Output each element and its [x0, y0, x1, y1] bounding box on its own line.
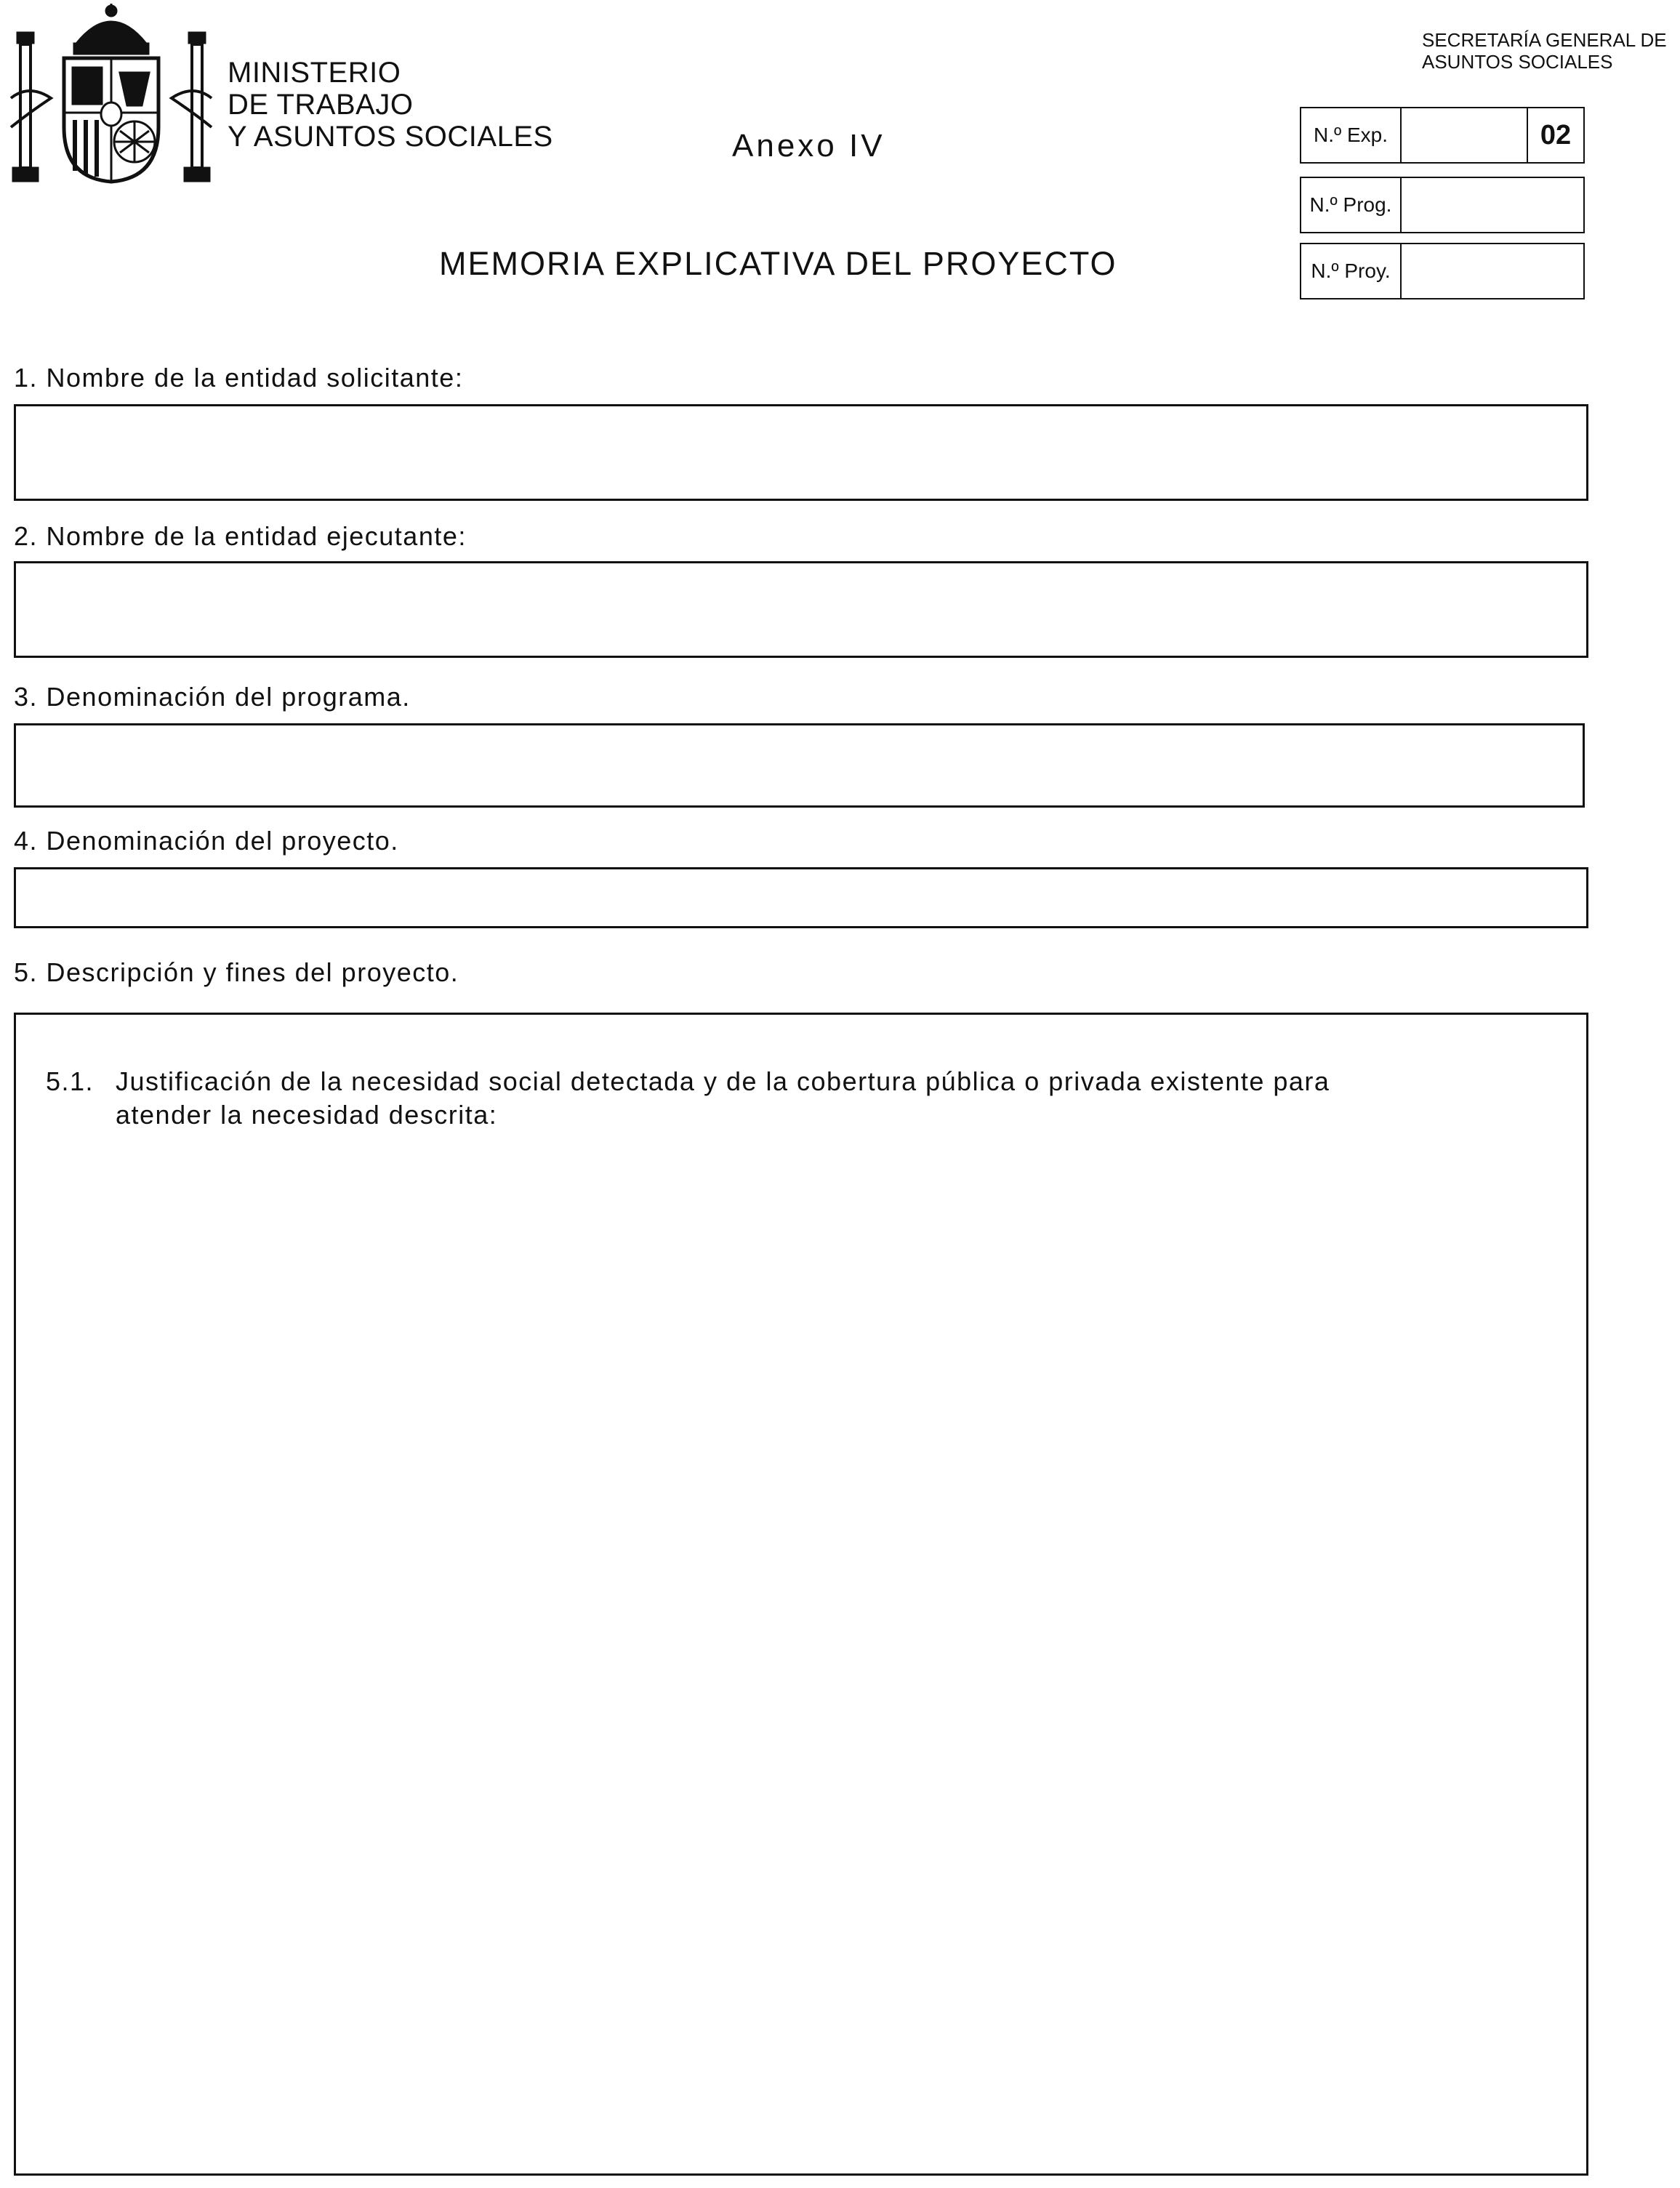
question-3-label: 3. Denominación del programa.	[14, 682, 411, 712]
proyecto-field[interactable]	[14, 867, 1588, 928]
proy-number-label: N.º Proy.	[1301, 244, 1402, 298]
question-2-label: 2. Nombre de la entidad ejecutante:	[14, 521, 467, 551]
question-1-label: 1. Nombre de la entidad solicitante:	[14, 363, 464, 393]
exp-code: 02	[1527, 108, 1583, 162]
ministry-line-1: MINISTERIO	[228, 57, 401, 89]
proy-number-field[interactable]	[1402, 244, 1583, 298]
ministry-line-3: Y ASUNTOS SOCIALES	[228, 121, 553, 153]
prog-number-label: N.º Prog.	[1301, 178, 1402, 232]
question-5-1-label	[46, 1065, 1529, 1132]
prog-number-field[interactable]	[1402, 178, 1583, 232]
page-title: MEMORIA EXPLICATIVA DEL PROYECTO	[439, 245, 1117, 282]
question-5-1-number: 5.1.	[46, 1066, 95, 1096]
question-5-1-line-1: Justificación de la necesidad social detectada y de la cobertura pública o privada existente para	[116, 1066, 1330, 1096]
ministry-line-2: DE TRABAJO	[228, 89, 414, 121]
ministry-name	[228, 57, 553, 153]
secretaria-line-2: ASUNTOS SOCIALES	[1422, 51, 1613, 73]
question-4-label: 4. Denominación del proyecto.	[14, 826, 399, 856]
secretaria-name	[1422, 29, 1667, 73]
exp-number-box	[1300, 107, 1585, 164]
exp-number-label: N.º Exp.	[1301, 108, 1402, 162]
question-5-1-line-2: atender la necesidad descrita:	[116, 1100, 498, 1130]
entidad-solicitante-field[interactable]	[14, 404, 1588, 501]
annex-label: Anexo IV	[732, 128, 885, 164]
exp-number-field[interactable]	[1402, 108, 1527, 162]
question-5-label: 5. Descripción y fines del proyecto.	[14, 957, 459, 987]
programa-field[interactable]	[14, 723, 1585, 808]
prog-number-box	[1300, 177, 1585, 233]
coat-of-arms-icon	[7, 4, 215, 185]
descripcion-fines-field[interactable]	[14, 1013, 1588, 2176]
proy-number-box	[1300, 243, 1585, 299]
secretaria-line-1: SECRETARÍA GENERAL DE	[1422, 29, 1667, 51]
entidad-ejecutante-field[interactable]	[14, 561, 1588, 658]
